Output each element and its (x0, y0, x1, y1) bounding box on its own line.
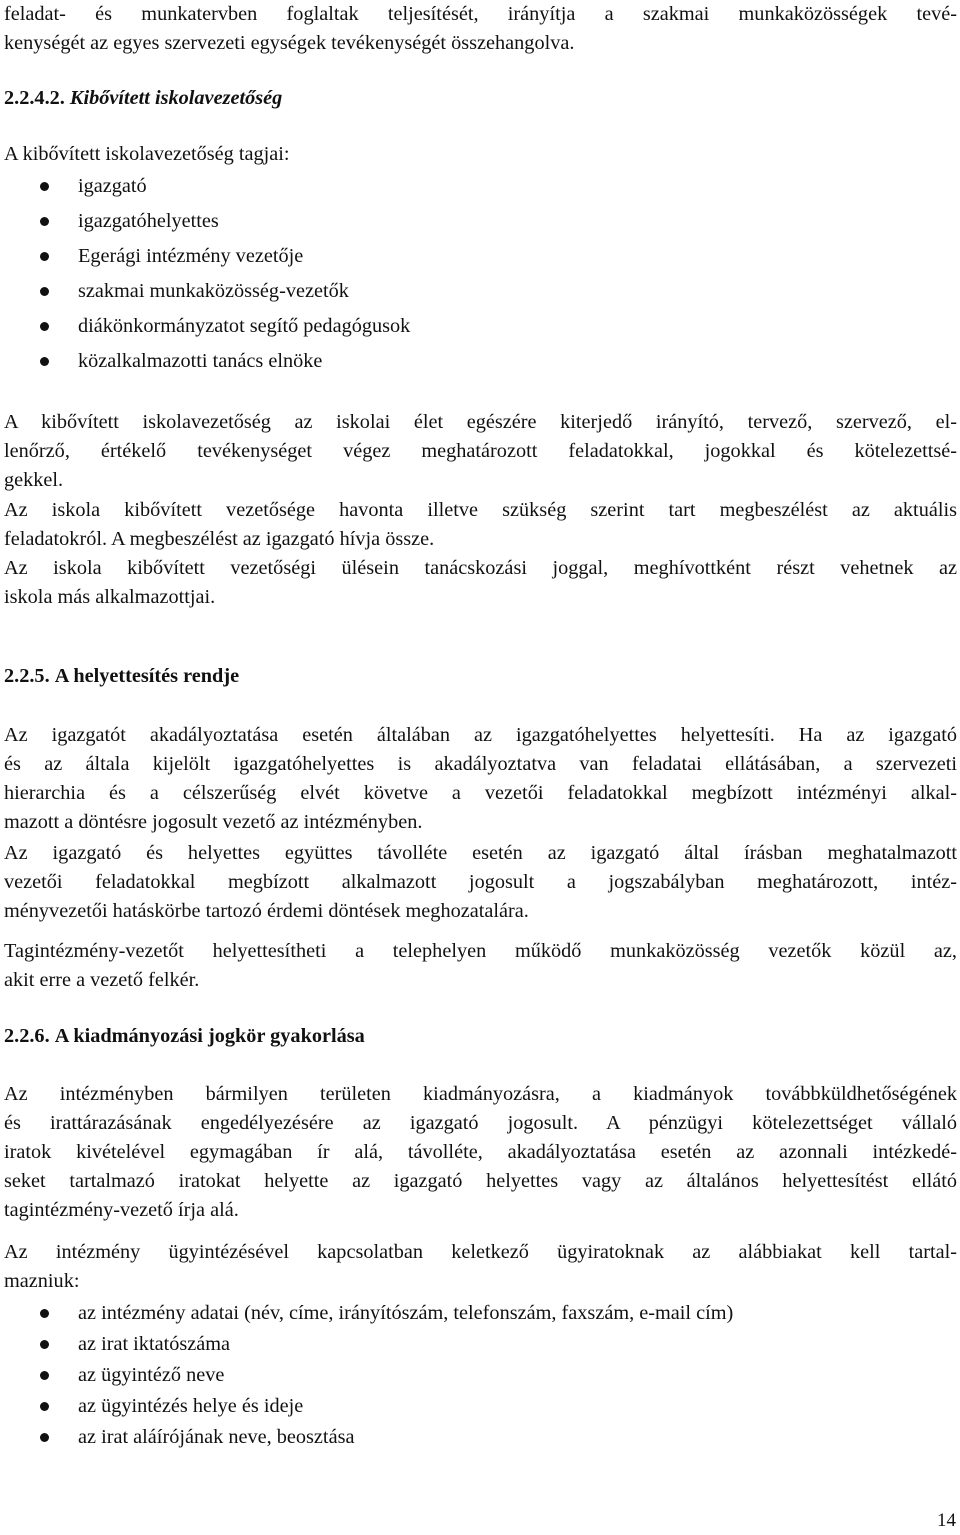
members-list (0, 169, 410, 379)
list-item: közalkalmazotti tanács elnöke (0, 344, 410, 379)
section-title: A kiadmányozási jogkör gyakorlása (54, 1025, 365, 1047)
text-line: iratok kivételével egymagában ír alá, távolléte, akadályoztatása esetén az azonnali intézkedé- (4, 1141, 957, 1163)
section-number: 2.2.4.2. (4, 87, 65, 109)
list-item: az intézmény adatai (név, címe, irányítószám, telefonszám, faxszám, e-mail cím) (0, 1298, 733, 1329)
bullet-icon (40, 287, 49, 296)
text-line: és az általa kijelölt igazgatóhelyettes is akadályoztatva van feladatai ellátásában, a szervezeti (4, 753, 957, 775)
page-number: 14 (937, 1510, 956, 1531)
text-line: lenőrző, értékelő tevékenységet végez meghatározott feladatokkal, jogokkal és kötelezettsé- (4, 440, 957, 462)
list-item: igazgató (0, 169, 410, 204)
section-title: Kibővített iskolavezetőség (69, 87, 283, 109)
text-line: feladat- és munkatervben foglaltak teljesítését, irányítja a szakmai munkaközösségek tevé- (4, 3, 957, 25)
paragraph (4, 554, 957, 612)
bullet-icon (40, 182, 49, 191)
bullet-icon (40, 1433, 49, 1442)
text-line: ményvezetői hatáskörbe tartozó érdemi döntések meghozatalára. (4, 900, 529, 922)
section-title: A helyettesítés rendje (54, 665, 240, 687)
text-line: Az iskola kibővített vezetőségi ülésein tanácskozási joggal, meghívottként részt vehetnek az (4, 557, 957, 579)
text-line: vezetői feladatokkal megbízott alkalmazott jogosult a jogszabályban meghatározott, intéz- (4, 871, 957, 893)
list-item: az ügyintéző neve (0, 1360, 733, 1391)
intro-paragraph (4, 0, 957, 58)
members-intro (4, 140, 957, 169)
list-item: diákönkormányzatot segítő pedagógusok (0, 309, 410, 344)
text-line: A kibővített iskolavezetőség tagjai: (4, 143, 290, 165)
paragraph (4, 1238, 957, 1296)
bullet-icon (40, 217, 49, 226)
document-items-list (0, 1298, 733, 1453)
text-line: Az igazgatót akadályoztatása esetén általában az igazgatóhelyettes helyettesíti. Ha az igazgató (4, 724, 957, 746)
text-line: és irattárazásának engedélyezésére az igazgató jogosult. A pénzügyi kötelezettséget vállaló (4, 1112, 957, 1134)
bullet-icon (40, 252, 49, 261)
list-item: az irat iktatószáma (0, 1329, 733, 1360)
text-line: akit erre a vezető felkér. (4, 969, 200, 991)
section-heading-2242 (4, 84, 282, 113)
bullet-icon (40, 1340, 49, 1349)
text-line: Az igazgató és helyettes együttes távolléte esetén az igazgató által írásban meghatalmazott (4, 842, 957, 864)
text-line: tagintézmény-vezető írja alá. (4, 1199, 239, 1221)
bullet-icon (40, 322, 49, 331)
text-line: Az intézmény ügyintézésével kapcsolatban keletkező ügyiratoknak az alábbiakat kell tartal- (4, 1241, 957, 1263)
text-line: feladatokról. A megbeszélést az igazgató hívja össze. (4, 528, 435, 550)
list-item: az ügyintézés helye és ideje (0, 1391, 733, 1422)
text-line: mazott a döntésre jogosult vezető az intézményben. (4, 811, 423, 833)
text-line: Az intézményben bármilyen területen kiadmányozásra, a kiadmányok továbbküldhetőségének (4, 1083, 957, 1105)
text-line: Az iskola kibővített vezetősége havonta illetve szükség szerint tart megbeszélést az aktuális (4, 499, 957, 521)
text-line: kenységét az egyes szervezeti egységek tevékenységét összehangolva. (4, 32, 575, 54)
paragraph (4, 1080, 957, 1225)
list-item: Egerági intézmény vezetője (0, 239, 410, 274)
paragraph (4, 839, 957, 926)
list-item: szakmai munkaközösség-vezetők (0, 274, 410, 309)
section-heading-225 (4, 662, 239, 691)
list-item: az irat aláírójának neve, beosztása (0, 1422, 733, 1453)
text-line: mazniuk: (4, 1270, 80, 1292)
list-item: igazgatóhelyettes (0, 204, 410, 239)
text-line: hierarchia és a célszerűség elvét követve a vezetői feladatokkal megbízott intézményi alkal- (4, 782, 957, 804)
paragraph (4, 721, 957, 837)
bullet-icon (40, 1402, 49, 1411)
section-heading-226 (4, 1022, 365, 1051)
paragraph (4, 408, 957, 495)
paragraph (4, 496, 957, 554)
bullet-icon (40, 357, 49, 366)
section-number: 2.2.6. (4, 1025, 50, 1047)
bullet-icon (40, 1371, 49, 1380)
text-line: iskola más alkalmazottjai. (4, 586, 216, 608)
text-line: gekkel. (4, 469, 64, 491)
bullet-icon (40, 1309, 49, 1318)
section-number: 2.2.5. (4, 665, 50, 687)
paragraph (4, 937, 957, 995)
text-line: seket tartalmazó iratokat helyette az igazgató helyettes vagy az általános helyettesítést ellátó (4, 1170, 957, 1192)
text-line: A kibővített iskolavezetőség az iskolai élet egészére kiterjedő irányító, tervező, szervező, el- (4, 411, 957, 433)
text-line: Tagintézmény-vezetőt helyettesítheti a telephelyen működő munkaközösség vezetők közül az, (4, 940, 957, 962)
